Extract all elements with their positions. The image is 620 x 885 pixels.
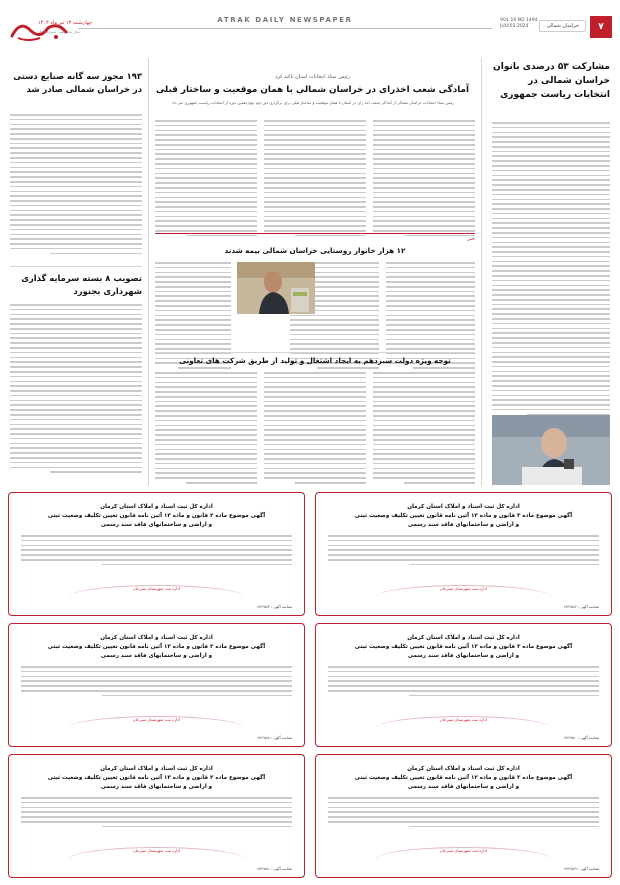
volume-info <box>500 18 537 30</box>
legal-ad-title-line: اداره کل ثبت اسناد و املاک استان کرمان <box>407 635 520 641</box>
legal-ad-code: شناسه آگهی : ۱۷۳۶۵۸۹ <box>563 867 599 871</box>
middle-story-photo <box>237 262 315 314</box>
lead-body-col2 <box>264 120 366 240</box>
legal-ad-box <box>315 492 612 616</box>
news-label: خبر <box>467 236 475 242</box>
legal-ad-body <box>21 666 292 699</box>
left-story1-text <box>10 114 142 257</box>
legal-ad-office: اداره ثبت شهرستان سیرجان <box>132 848 181 853</box>
bottom-story-col1 <box>373 372 475 487</box>
news-label-bar <box>155 233 475 237</box>
legal-ad-title-line: و اراضی و ساختمانهای فاقد سند رسمی <box>100 653 213 659</box>
legal-ad-title-line: و اراضی و ساختمانهای فاقد سند رسمی <box>100 522 213 528</box>
issue-volume-fa: سال شانزدهم - شماره ۱۴۹۴ <box>38 30 80 34</box>
right-col-photo <box>492 415 610 485</box>
left-col-divider <box>10 266 142 267</box>
masthead-rule <box>78 28 492 29</box>
middle-story-headline: ۱۲ هزار خانوار روستایی خراسان شمالی بیمه شدند <box>224 246 406 255</box>
page-number: ۷ <box>590 16 612 38</box>
legal-ad-title <box>19 765 294 792</box>
legal-ad-body <box>21 535 292 568</box>
masthead <box>8 16 612 54</box>
legal-ad-code: شناسه آگهی : ۱۷۳۶۵۸۲ <box>563 605 599 609</box>
legal-ad-title-line: آگهی موضوع ماده ۳ قانون و ماده ۱۳ آئین نامه قانون تعیین تکلیف وضعیت ثبتی <box>354 775 573 781</box>
legal-ad-code: شناسه آگهی : ۱۷۳۶۵۸۱ <box>256 867 292 871</box>
legal-ad-title-line: اداره کل ثبت اسناد و املاک استان کرمان <box>100 504 213 510</box>
legal-ad-office: اداره ثبت شهرستان سیرجان <box>132 586 181 591</box>
bottom-story-headline: توجه ویژه دولت سیزدهم به ایجاد اشتغال و تولید از طریق شرکت های تعاونی <box>179 356 451 365</box>
legal-ad-title <box>19 634 294 661</box>
legal-ad-title-line: اداره کل ثبت اسناد و املاک استان کرمان <box>407 504 520 510</box>
lead-headline: آمادگی شعب اخذرای در خراسان شمالی با همان موقعیت و ساختار قبلی <box>156 85 469 95</box>
right-col-headline: مشارکت ۵۳ درصدی بانوان خراسان شمالی در انتخابات ریاست جمهوری <box>493 62 610 100</box>
legal-ad-box <box>8 754 305 878</box>
legal-ad-office: اداره ثبت شهرستان سیرجان <box>439 586 488 591</box>
section-tab[interactable]: خراسان شمالی <box>539 20 586 32</box>
legal-ad-title <box>326 765 601 792</box>
legal-ad-title-line: و اراضی و ساختمانهای فاقد سند رسمی <box>407 784 520 790</box>
masthead-right <box>500 16 612 40</box>
volume-number: VOL 16 NO 1494 <box>500 18 538 23</box>
legal-ad-box <box>8 492 305 616</box>
legal-ad-title-line: و اراضی و ساختمانهای فاقد سند رسمی <box>407 653 520 659</box>
legal-ads-grid <box>8 492 612 880</box>
legal-ad-body <box>328 797 599 830</box>
legal-ad-box <box>8 623 305 747</box>
legal-ad-title <box>326 634 601 661</box>
column-divider <box>481 58 482 486</box>
issue-date-fa: چهارشنبه ۱۳ تیر ماه ۱۴۰۳ <box>38 20 93 26</box>
lead-lede: رئیس ستاد انتخابات خراسان شمالی از آمادگی شعب اخذ رای در استان با همان موقعیت و ساختار قبلی برای برگزاری دور دوم چهاردهمین دوره از انتخابات ریاست جمهوری خبر داد. <box>170 100 455 105</box>
lead-kicker: رئیس ستاد انتخابات استان تاکید کرد <box>275 74 350 80</box>
paper-name: ATRAK DAILY NEWSPAPER <box>217 16 353 24</box>
legal-ad-code: شناسه آگهی : ۱۷۳۶۵۸۸ <box>256 736 292 740</box>
legal-ad-code: شناسه آگهی : ۱۷۳۶۵۸۴ <box>256 605 292 609</box>
legal-ad-title-line: و اراضی و ساختمانهای فاقد سند رسمی <box>407 522 520 528</box>
legal-ad-title-line: اداره کل ثبت اسناد و املاک استان کرمان <box>407 766 520 772</box>
lead-body-col3 <box>155 120 257 240</box>
legal-ad-code: شناسه آگهی : ۱۷۳۶۵۸۰ <box>563 736 599 740</box>
legal-ad-title-line: آگهی موضوع ماده ۳ قانون و ماده ۱۳ آئین نامه قانون تعیین تکلیف وضعیت ثبتی <box>47 513 266 519</box>
legal-ad-body <box>328 666 599 699</box>
legal-ad-box <box>315 754 612 878</box>
legal-ad-title-line: آگهی موضوع ماده ۳ قانون و ماده ۱۳ آئین نامه قانون تعیین تکلیف وضعیت ثبتی <box>354 513 573 519</box>
right-col-text <box>492 122 610 418</box>
legal-ad-title-line: اداره کل ثبت اسناد و املاک استان کرمان <box>100 635 213 641</box>
bottom-story-col2 <box>264 372 366 487</box>
legal-ad-office: اداره ثبت شهرستان سیرجان <box>439 848 488 853</box>
column-divider-left <box>148 58 149 486</box>
legal-ad-box <box>315 623 612 747</box>
legal-ad-title-line: اداره کل ثبت اسناد و املاک استان کرمان <box>100 766 213 772</box>
left-story2-headline: تصویب ۸ بسته سرمایه گذاری شهرداری بجنورد <box>21 273 142 296</box>
left-story1-headline: ۱۹۳ مجوز سه گانه صنایع دستی در خراسان شمالی صادر شد <box>13 71 142 94</box>
legal-ad-title <box>326 503 601 530</box>
legal-ad-title <box>19 503 294 530</box>
issue-date-en: JULY.03.2024 <box>500 24 529 29</box>
legal-ad-body <box>21 797 292 830</box>
legal-ad-title-line: آگهی موضوع ماده ۳ قانون و ماده ۱۳ آئین نامه قانون تعیین تکلیف وضعیت ثبتی <box>47 775 266 781</box>
legal-ad-title-line: آگهی موضوع ماده ۳ قانون و ماده ۱۳ آئین نامه قانون تعیین تکلیف وضعیت ثبتی <box>354 644 573 650</box>
legal-ad-title-line: آگهی موضوع ماده ۳ قانون و ماده ۱۳ آئین نامه قانون تعیین تکلیف وضعیت ثبتی <box>47 644 266 650</box>
legal-ad-title-line: و اراضی و ساختمانهای فاقد سند رسمی <box>100 784 213 790</box>
lead-body-col1 <box>373 120 475 240</box>
bottom-story-col3 <box>155 372 257 487</box>
middle-divider <box>155 352 475 353</box>
legal-ad-office: اداره ثبت شهرستان سیرجان <box>132 717 181 722</box>
left-story2-text <box>10 304 142 476</box>
legal-ad-body <box>328 535 599 568</box>
legal-ad-office: اداره ثبت شهرستان سیرجان <box>439 717 488 722</box>
